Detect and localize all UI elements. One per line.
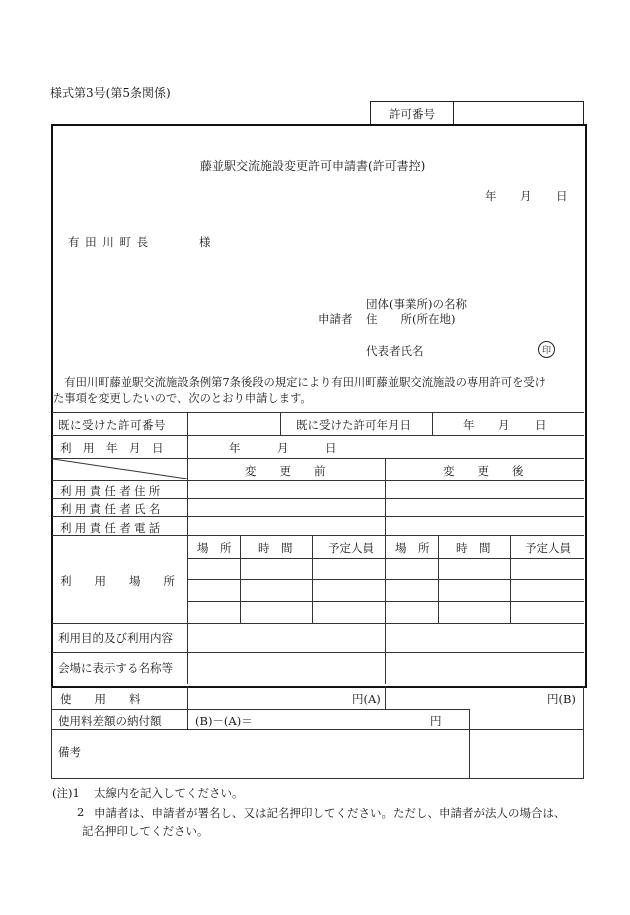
note-2-text-line-2: 記名押印してください。	[82, 824, 209, 838]
after-people-header: 予定人員	[525, 541, 571, 555]
prev-permit-date-label: 既に受けた許可年月日	[296, 418, 411, 432]
row-line	[52, 435, 584, 436]
row-line	[188, 558, 584, 559]
after-time-header: 時 間	[456, 541, 491, 555]
diff-label: 使用料差額の納付額	[58, 714, 162, 728]
form-number-label: 様式第3号(第5条関係)	[50, 86, 171, 100]
date-year[interactable]: 年	[485, 189, 497, 203]
note-1-prefix: (注)1	[52, 786, 80, 800]
row-line	[52, 652, 584, 653]
note-2-number: 2	[77, 805, 85, 819]
address-label: 住 所(所在地)	[366, 312, 456, 326]
resp-phone-label: 利用責任者電話	[60, 521, 164, 535]
resp-address-label: 利用責任者住所	[60, 484, 164, 498]
addressee-honorific: 様	[199, 235, 211, 249]
row-line	[188, 601, 584, 602]
row-line	[52, 623, 584, 624]
use-date-month[interactable]: 月	[277, 441, 289, 455]
after-place-header: 場 所	[395, 541, 430, 555]
seal-mark-icon: 印	[538, 341, 555, 358]
use-date-year[interactable]: 年	[229, 441, 241, 455]
prev-permit-no-label: 既に受けた許可番号	[58, 418, 166, 432]
remarks-label: 備考	[58, 745, 81, 759]
prev-date-year[interactable]: 年	[463, 418, 475, 432]
resp-name-label: 利用責任者氏名	[60, 502, 164, 516]
col-line	[51, 686, 52, 778]
col-line	[438, 535, 439, 623]
col-line	[583, 686, 584, 778]
col-line	[312, 535, 313, 623]
date-day[interactable]: 日	[556, 189, 568, 203]
row-line	[51, 778, 584, 779]
applicant-label: 申請者	[318, 312, 353, 326]
display-name-label: 会場に表示する名称等	[58, 661, 173, 675]
col-line	[510, 535, 511, 623]
permit-number-label: 許可番号	[371, 102, 454, 126]
date-month[interactable]: 月	[520, 189, 532, 203]
diff-yen: 円	[430, 714, 442, 728]
remarks-field[interactable]	[188, 730, 468, 777]
before-people-header: 予定人員	[328, 541, 374, 555]
purpose-label: 利用目的及び利用内容	[58, 631, 173, 645]
col-line	[187, 686, 188, 729]
row-line	[52, 412, 584, 413]
diagonal-line	[53, 459, 187, 479]
before-time-header: 時 間	[258, 541, 293, 555]
permit-number-field[interactable]	[454, 102, 583, 126]
org-name-label: 団体(事業所)の名称	[366, 297, 467, 311]
use-place-label: 利 用 場 所	[60, 574, 175, 588]
col-line	[240, 535, 241, 623]
note-2-text-line-1: 申請者は、申請者が署名し、又は記名押印してください。ただし、申請者が法人の場合は、	[94, 806, 566, 820]
application-frame	[51, 124, 587, 688]
col-line	[385, 458, 386, 684]
fee-label: 使 用 料	[60, 692, 141, 706]
representative-label: 代表者氏名	[366, 344, 424, 358]
col-line	[432, 412, 433, 435]
fee-yen-b: 円(B)	[547, 692, 576, 706]
after-change-header: 変 更 後	[443, 464, 524, 478]
body-text-line-1: 有田川町藤並駅交流施設条例第7条後段の規定により有田川町藤並駅交流施設の専用許可を受け	[53, 376, 546, 389]
col-line	[385, 686, 386, 709]
col-line	[469, 709, 470, 778]
document-title: 藤並駅交流施設変更許可申請書(許可書控)	[200, 159, 426, 173]
use-date-label: 利 用 年 月 日	[60, 441, 164, 455]
permit-number-box	[370, 101, 584, 126]
prev-date-month[interactable]: 月	[498, 418, 510, 432]
row-line	[52, 480, 584, 481]
body-text-line-2: た事項を変更したいので、次のとおり申請します。	[53, 392, 312, 405]
row-line	[188, 579, 584, 580]
col-line	[187, 412, 188, 684]
addressee-name: 有 田 川 町 長	[68, 235, 150, 249]
before-place-header: 場 所	[197, 541, 232, 555]
prev-date-day[interactable]: 日	[535, 418, 547, 432]
use-date-day[interactable]: 日	[325, 441, 337, 455]
fee-yen-a: 円(A)	[352, 692, 381, 706]
note-1-text: 太線内を記入してください。	[94, 786, 244, 800]
col-line	[280, 412, 281, 435]
diff-formula: (B)－(A)＝	[195, 714, 253, 728]
before-change-header: 変 更 前	[245, 464, 326, 478]
row-line	[51, 709, 470, 710]
